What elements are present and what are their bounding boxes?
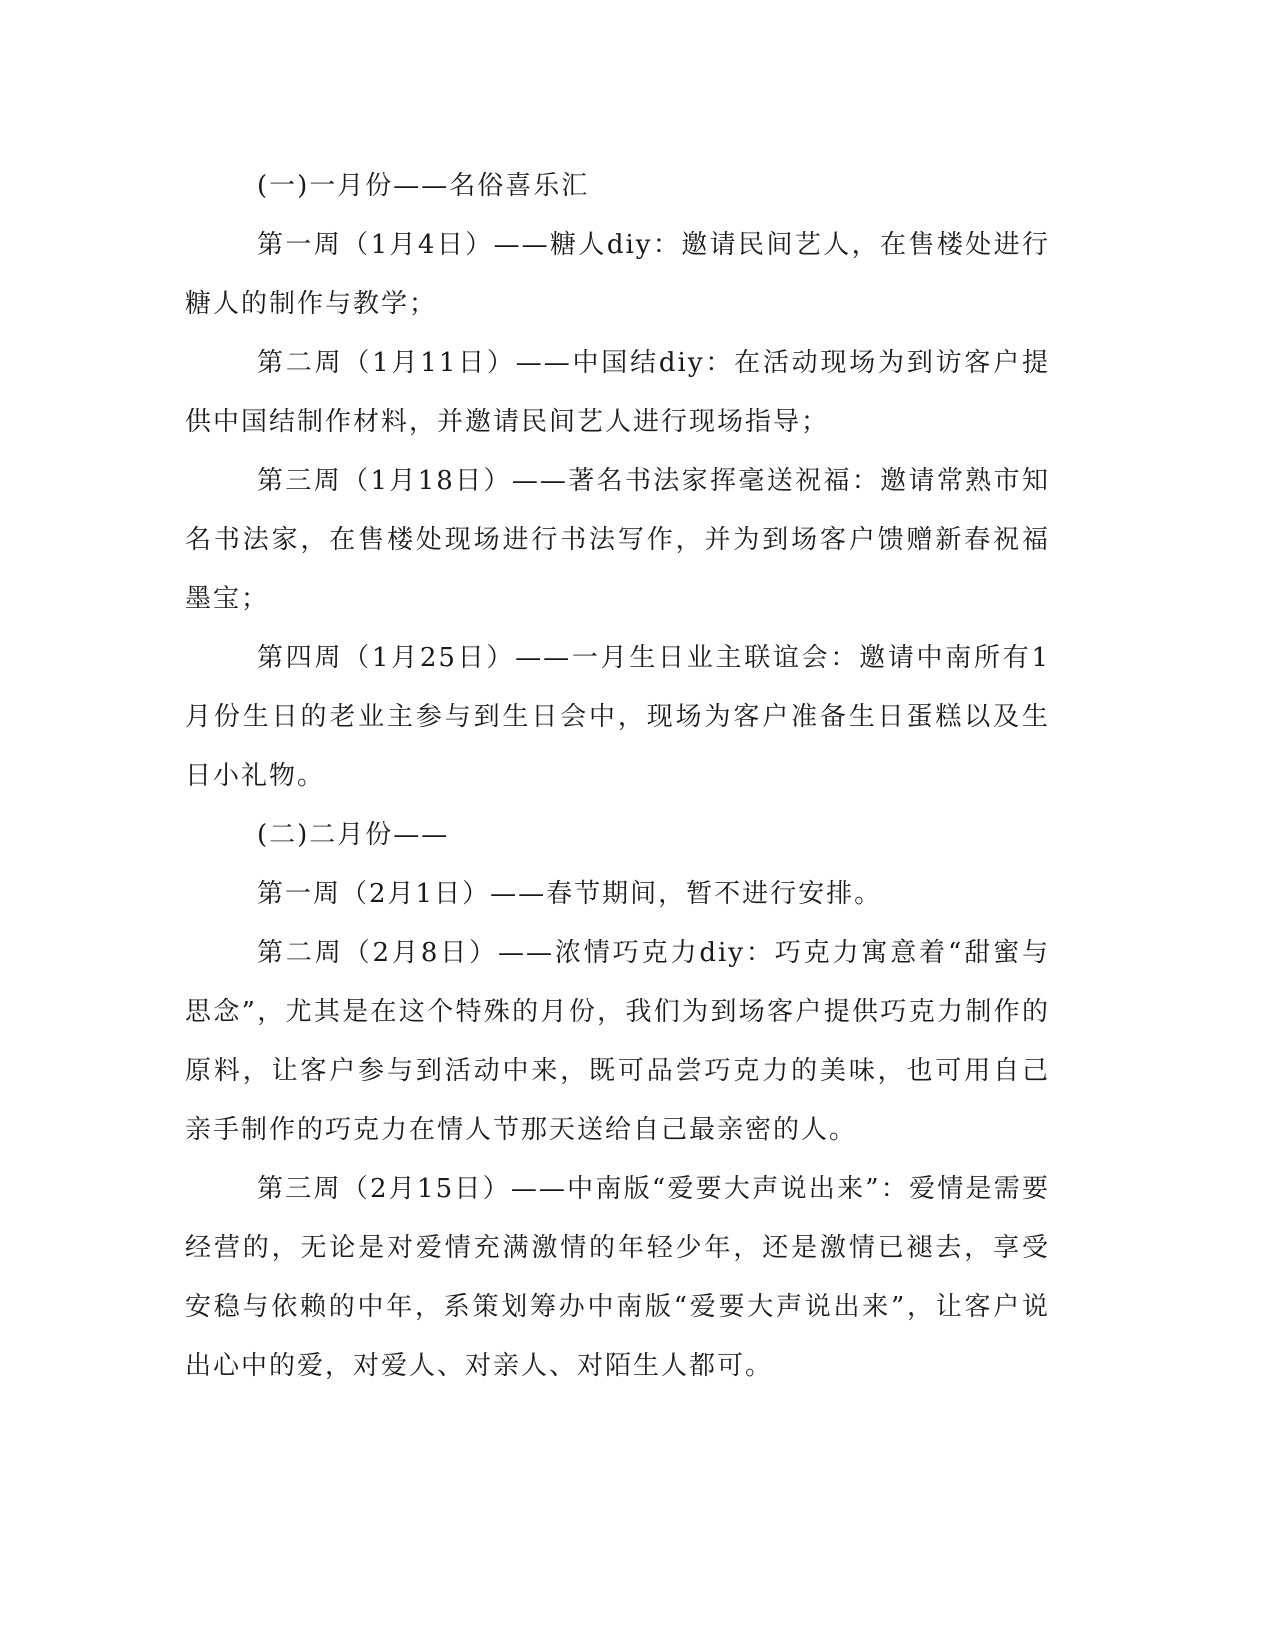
week-3-february: 第三周（2月15日）——中南版“爱要大声说出来”：爱情是需要经营的，无论是对爱情充满激情的年轻少年，还是激情已褪去，享受安稳与依赖的中年，系策划筹办中南版“爱要大声说出来”，让客户说出心中的爱，对爱人、对亲人、对陌生人都可。 xyxy=(185,1174,1050,1381)
document-body xyxy=(185,157,1050,1396)
week-3-january: 第三周（1月18日）——著名书法家挥毫送祝福：邀请常熟市知名书法家，在售楼处现场进行书法写作，并为到场客户馈赠新春祝福墨宝； xyxy=(185,466,1050,614)
week-1-january: 第一周（1月4日）——糖人diy：邀请民间艺人，在售楼处进行糖人的制作与教学； xyxy=(185,230,1050,319)
week-2-february: 第二周（2月8日）——浓情巧克力diy：巧克力寓意着“甜蜜与思念”，尤其是在这个特殊的月份，我们为到场客户提供巧克力制作的原料，让客户参与到活动中来，既可品尝巧克力的美味，也可用自己亲手制作的巧克力在情人节那天送给自己最亲密的人。 xyxy=(185,938,1050,1145)
week-4-january: 第四周（1月25日）——一月生日业主联谊会：邀请中南所有1月份生日的老业主参与到生日会中，现场为客户准备生日蛋糕以及生日小礼物。 xyxy=(185,643,1050,791)
week-2-january: 第二周（1月11日）——中国结diy：在活动现场为到访客户提供中国结制作材料，并邀请民间艺人进行现场指导； xyxy=(185,348,1050,437)
week-1-february: 第一周（2月1日）——春节期间，暂不进行安排。 xyxy=(257,879,883,909)
section-heading-february: (二)二月份—— xyxy=(257,820,450,850)
section-heading-january: (一)一月份——名俗喜乐汇 xyxy=(257,171,590,201)
